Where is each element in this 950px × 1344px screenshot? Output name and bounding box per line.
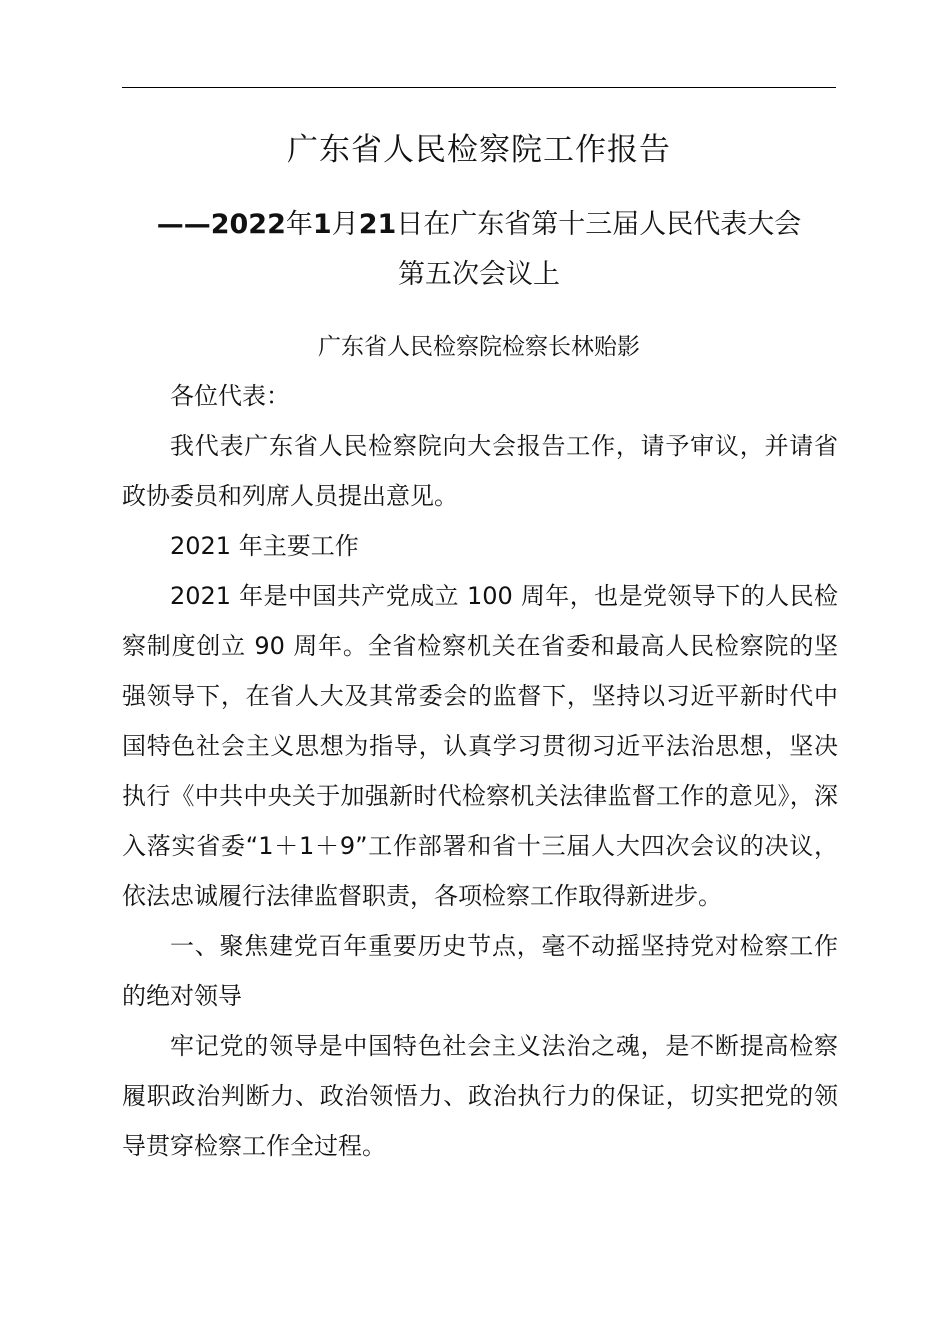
subtitle-month: 1 (312, 209, 332, 240)
header-rule (122, 87, 836, 88)
document-subtitle (122, 200, 836, 300)
paragraph: 我代表广东省人民检察院向大会报告工作，请予审议，并请省政协委员和列席人员提出意见。 (122, 432, 838, 510)
subtitle-day: 21 (358, 209, 397, 240)
salutation: 各位代表： (170, 382, 290, 410)
subtitle-dash: —— (156, 209, 211, 240)
section-heading: 2021 年主要工作 (170, 532, 359, 560)
subtitle-rest: 日在广东省第十三届人民代表大会 (396, 209, 802, 240)
subtitle-month-unit: 月 (331, 209, 359, 240)
document-title: 广东省人民检察院工作报告 (287, 132, 671, 168)
subtitle-year: 2022 (210, 209, 286, 240)
section-heading: 一、聚焦建党百年重要历史节点，毫不动摇坚持党对检察工作的绝对领导 (122, 932, 838, 1010)
document-body (122, 371, 838, 1171)
subtitle-year-unit: 年 (285, 209, 313, 240)
paragraph: 牢记党的领导是中国特色社会主义法治之魂，是不断提高检察履职政治判断力、政治领悟力、政治执行力的保证，切实把党的领导贯穿检察工作全过程。 (122, 1032, 838, 1160)
subtitle-line-2: 第五次会议上 (398, 259, 560, 290)
paragraph: 2021 年是中国共产党成立 100 周年，也是党领导下的人民检察制度创立 90 周年。全省检察机关在省委和最高人民检察院的坚强领导下，在省人大及其常委会的监督下，坚持以习近平新时代中国特色社会主义思想为指导，认真学习贯彻习近平法治思想，坚决执行《中共中央关于加强新时代检察机关法律监督工作的意见》，深入落实省委“1＋1＋9”工作部署和省十三届人大四次会议的决议，依法忠诚履行法律监督职责，各项检察工作取得新进步。 (122, 582, 838, 910)
subtitle-line-1 (122, 200, 836, 250)
document-author: 广东省人民检察院检察长林贻影 (318, 334, 640, 360)
